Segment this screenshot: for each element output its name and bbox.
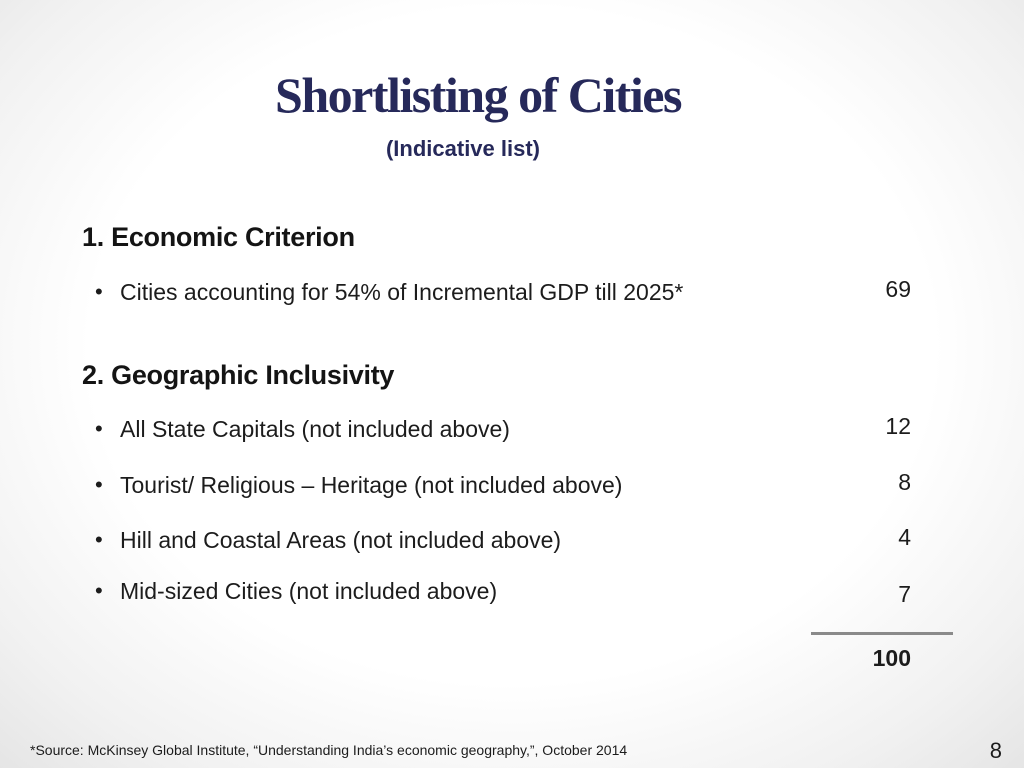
- total-divider: [811, 632, 953, 635]
- item-count: 69: [885, 276, 911, 302]
- item-label: Hill and Coastal Areas (not included above): [120, 527, 562, 553]
- list-item: [95, 276, 915, 313]
- list-item: [95, 469, 915, 506]
- bullet-icon: •: [95, 279, 103, 304]
- section-heading-economic-criterion: 1. Economic Criterion: [82, 222, 355, 252]
- item-count: 4: [898, 524, 911, 550]
- list-item: [95, 578, 915, 612]
- bullet-icon: •: [95, 472, 103, 497]
- bullet-icon: •: [95, 416, 103, 441]
- item-label: All State Capitals (not included above): [120, 416, 510, 442]
- slide-title: Shortlisting of Cities: [275, 67, 681, 123]
- bullet-icon: •: [95, 527, 103, 552]
- list-item: [95, 413, 915, 450]
- list-item: [95, 524, 915, 561]
- item-count: 8: [898, 469, 911, 495]
- total-count: 100: [872, 645, 911, 671]
- slide-subtitle: (Indicative list): [385, 136, 541, 161]
- item-count: 7: [898, 581, 911, 607]
- bullet-icon: •: [95, 578, 103, 603]
- section-heading-geographic-inclusivity: 2. Geographic Inclusivity: [82, 360, 395, 390]
- source-footnote: *Source: McKinsey Global Institute, “Understanding India’s economic geography,”, October 2014: [30, 742, 628, 758]
- item-label: Tourist/ Religious – Heritage (not included above): [120, 472, 623, 498]
- item-label: Cities accounting for 54% of Incremental GDP till 2025*: [120, 279, 684, 305]
- item-label: Mid-sized Cities (not included above): [120, 578, 498, 604]
- item-count: 12: [885, 413, 911, 439]
- page-number: 8: [989, 738, 1002, 763]
